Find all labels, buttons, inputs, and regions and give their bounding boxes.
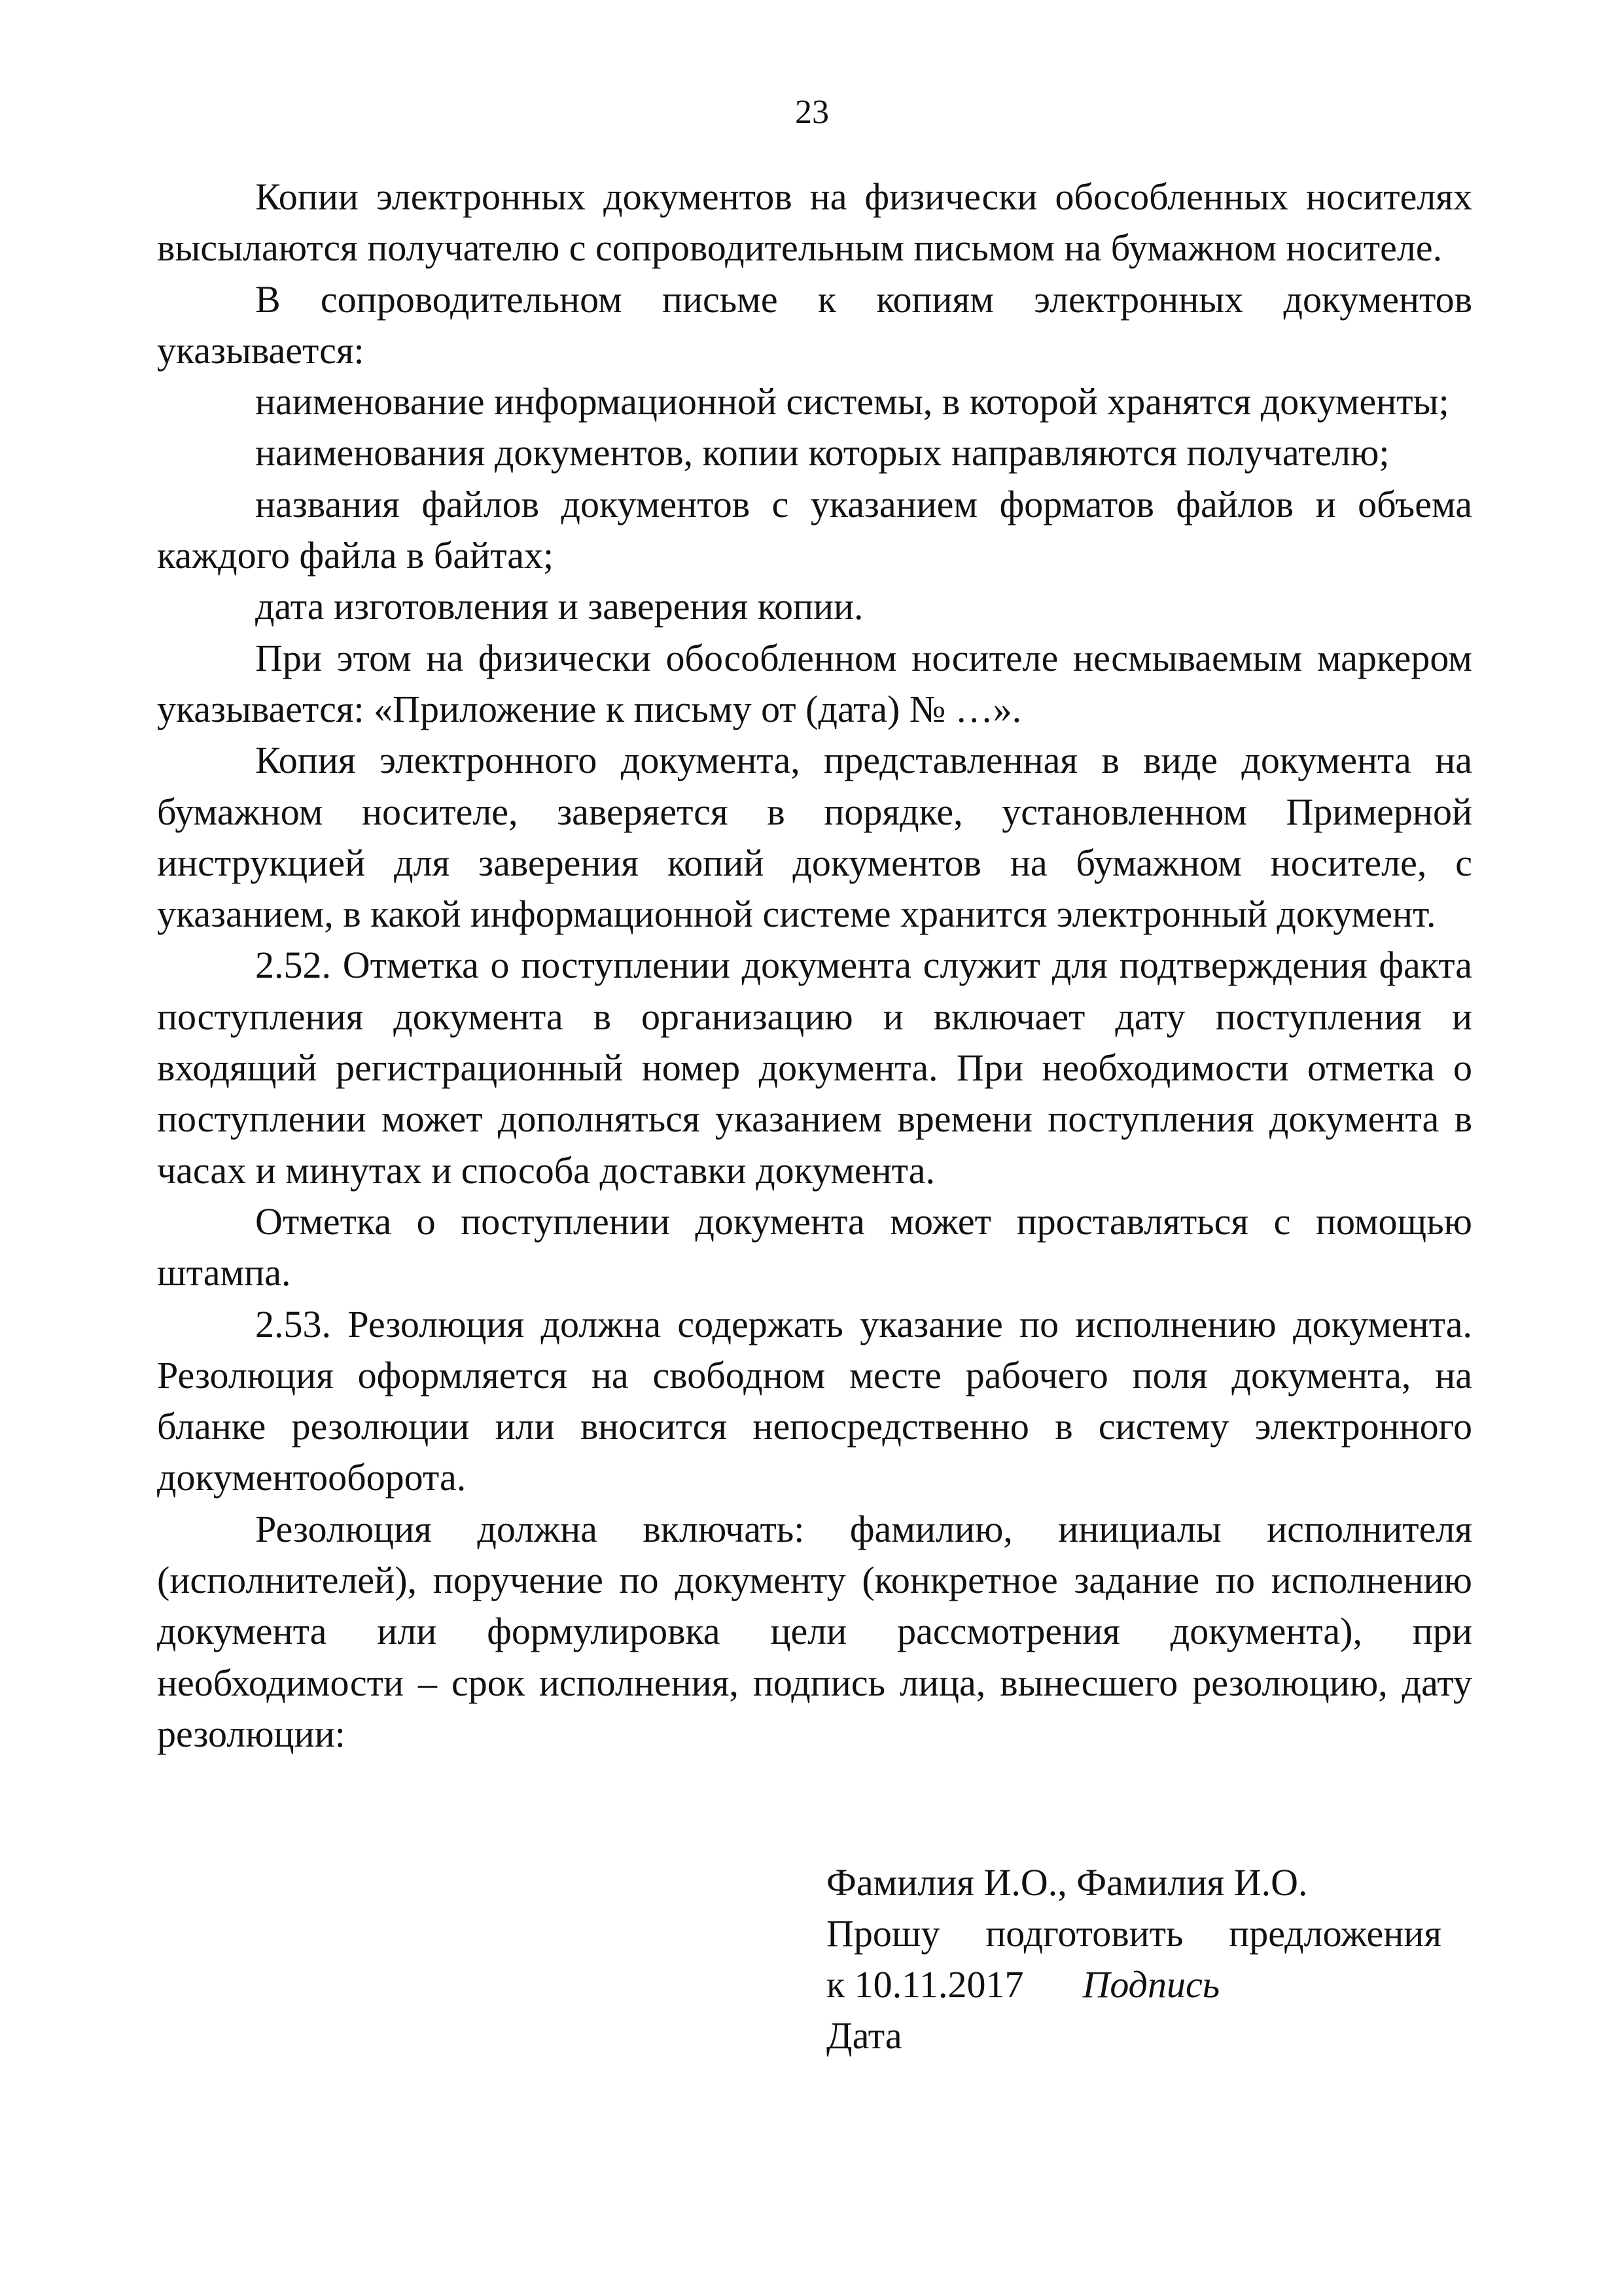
resolution-executors: Фамилия И.О., Фамилия И.О. — [826, 1861, 1308, 1904]
paragraph-2-53: 2.53. Резолюция должна содержать указание по исполнению документа. Резолюция оформляется на свободном месте рабочего поля документа, на бланке резолюции или вносится непосредственно в систему электронного документооборота. — [157, 1302, 1472, 1499]
document-body — [157, 171, 1472, 1760]
resolution-signature: Подпись — [1082, 1963, 1220, 2006]
list-item-file-names: названия файлов документов с указанием форматов файлов и объема каждого файла в байтах; — [157, 482, 1472, 577]
list-item-system-name: наименование информационной системы, в которой хранятся документы; — [255, 380, 1449, 423]
resolution-instruction — [826, 1908, 1441, 1959]
paragraph-receipt-stamp: Отметка о поступлении документа может проставляться с помощью штампа. — [157, 1200, 1472, 1294]
resolution-date: Дата — [826, 2014, 902, 2057]
resolution-example — [826, 1857, 1448, 2061]
paragraph-copies-sent: Копии электронных документов на физически обособленных носителях высылаются получателю с сопроводительным письмом на бумажном носителе. — [157, 175, 1472, 270]
resolution-deadline-line — [826, 1959, 1448, 2010]
page-number: 23 — [795, 94, 829, 131]
paragraph-2-52: 2.52. Отметка о поступлении документа служит для подтверждения факта поступления документа в организацию и включает дату поступления и входящий регистрационный номер документа. При необходимости отметка о поступлении может дополняться указанием времени поступления документа в часах и минутах и способа доставки документа. — [157, 944, 1472, 1192]
resolution-instruction-word: предложения — [1229, 1912, 1441, 1955]
paragraph-cover-letter-intro: В сопроводительном письме к копиям электронных документов указывается: — [157, 277, 1472, 372]
resolution-instruction-word: подготовить — [985, 1912, 1184, 1955]
paragraph-paper-copy: Копия электронного документа, представленная в виде документа на бумажном носителе, заверяется в порядке, установленном Примерной инструкцией для заверения копий документов на бумажном носителе, с указанием, в какой информационной системе хранится электронный документ. — [157, 739, 1472, 936]
resolution-deadline: к 10.11.2017 — [826, 1963, 1024, 2006]
paragraph-carrier-marking: При этом на физически обособленном носителе несмываемым маркером указывается: «Приложение к письму от (дата) № …». — [157, 636, 1472, 730]
paragraph-resolution-contents: Резолюция должна включать: фамилию, инициалы исполнителя (исполнителей), поручение по документу (конкретное задание по исполнению документа или формулировка цели рассмотрения документа), при необходимости – срок исполнения, подпись лица, вынесшего резолюцию, дату резолюции: — [157, 1507, 1472, 1755]
list-item-document-names: наименования документов, копии которых направляются получателю; — [255, 431, 1390, 474]
list-item-copy-date: дата изготовления и заверения копии. — [255, 585, 864, 628]
resolution-instruction-word: Прошу — [826, 1912, 940, 1955]
